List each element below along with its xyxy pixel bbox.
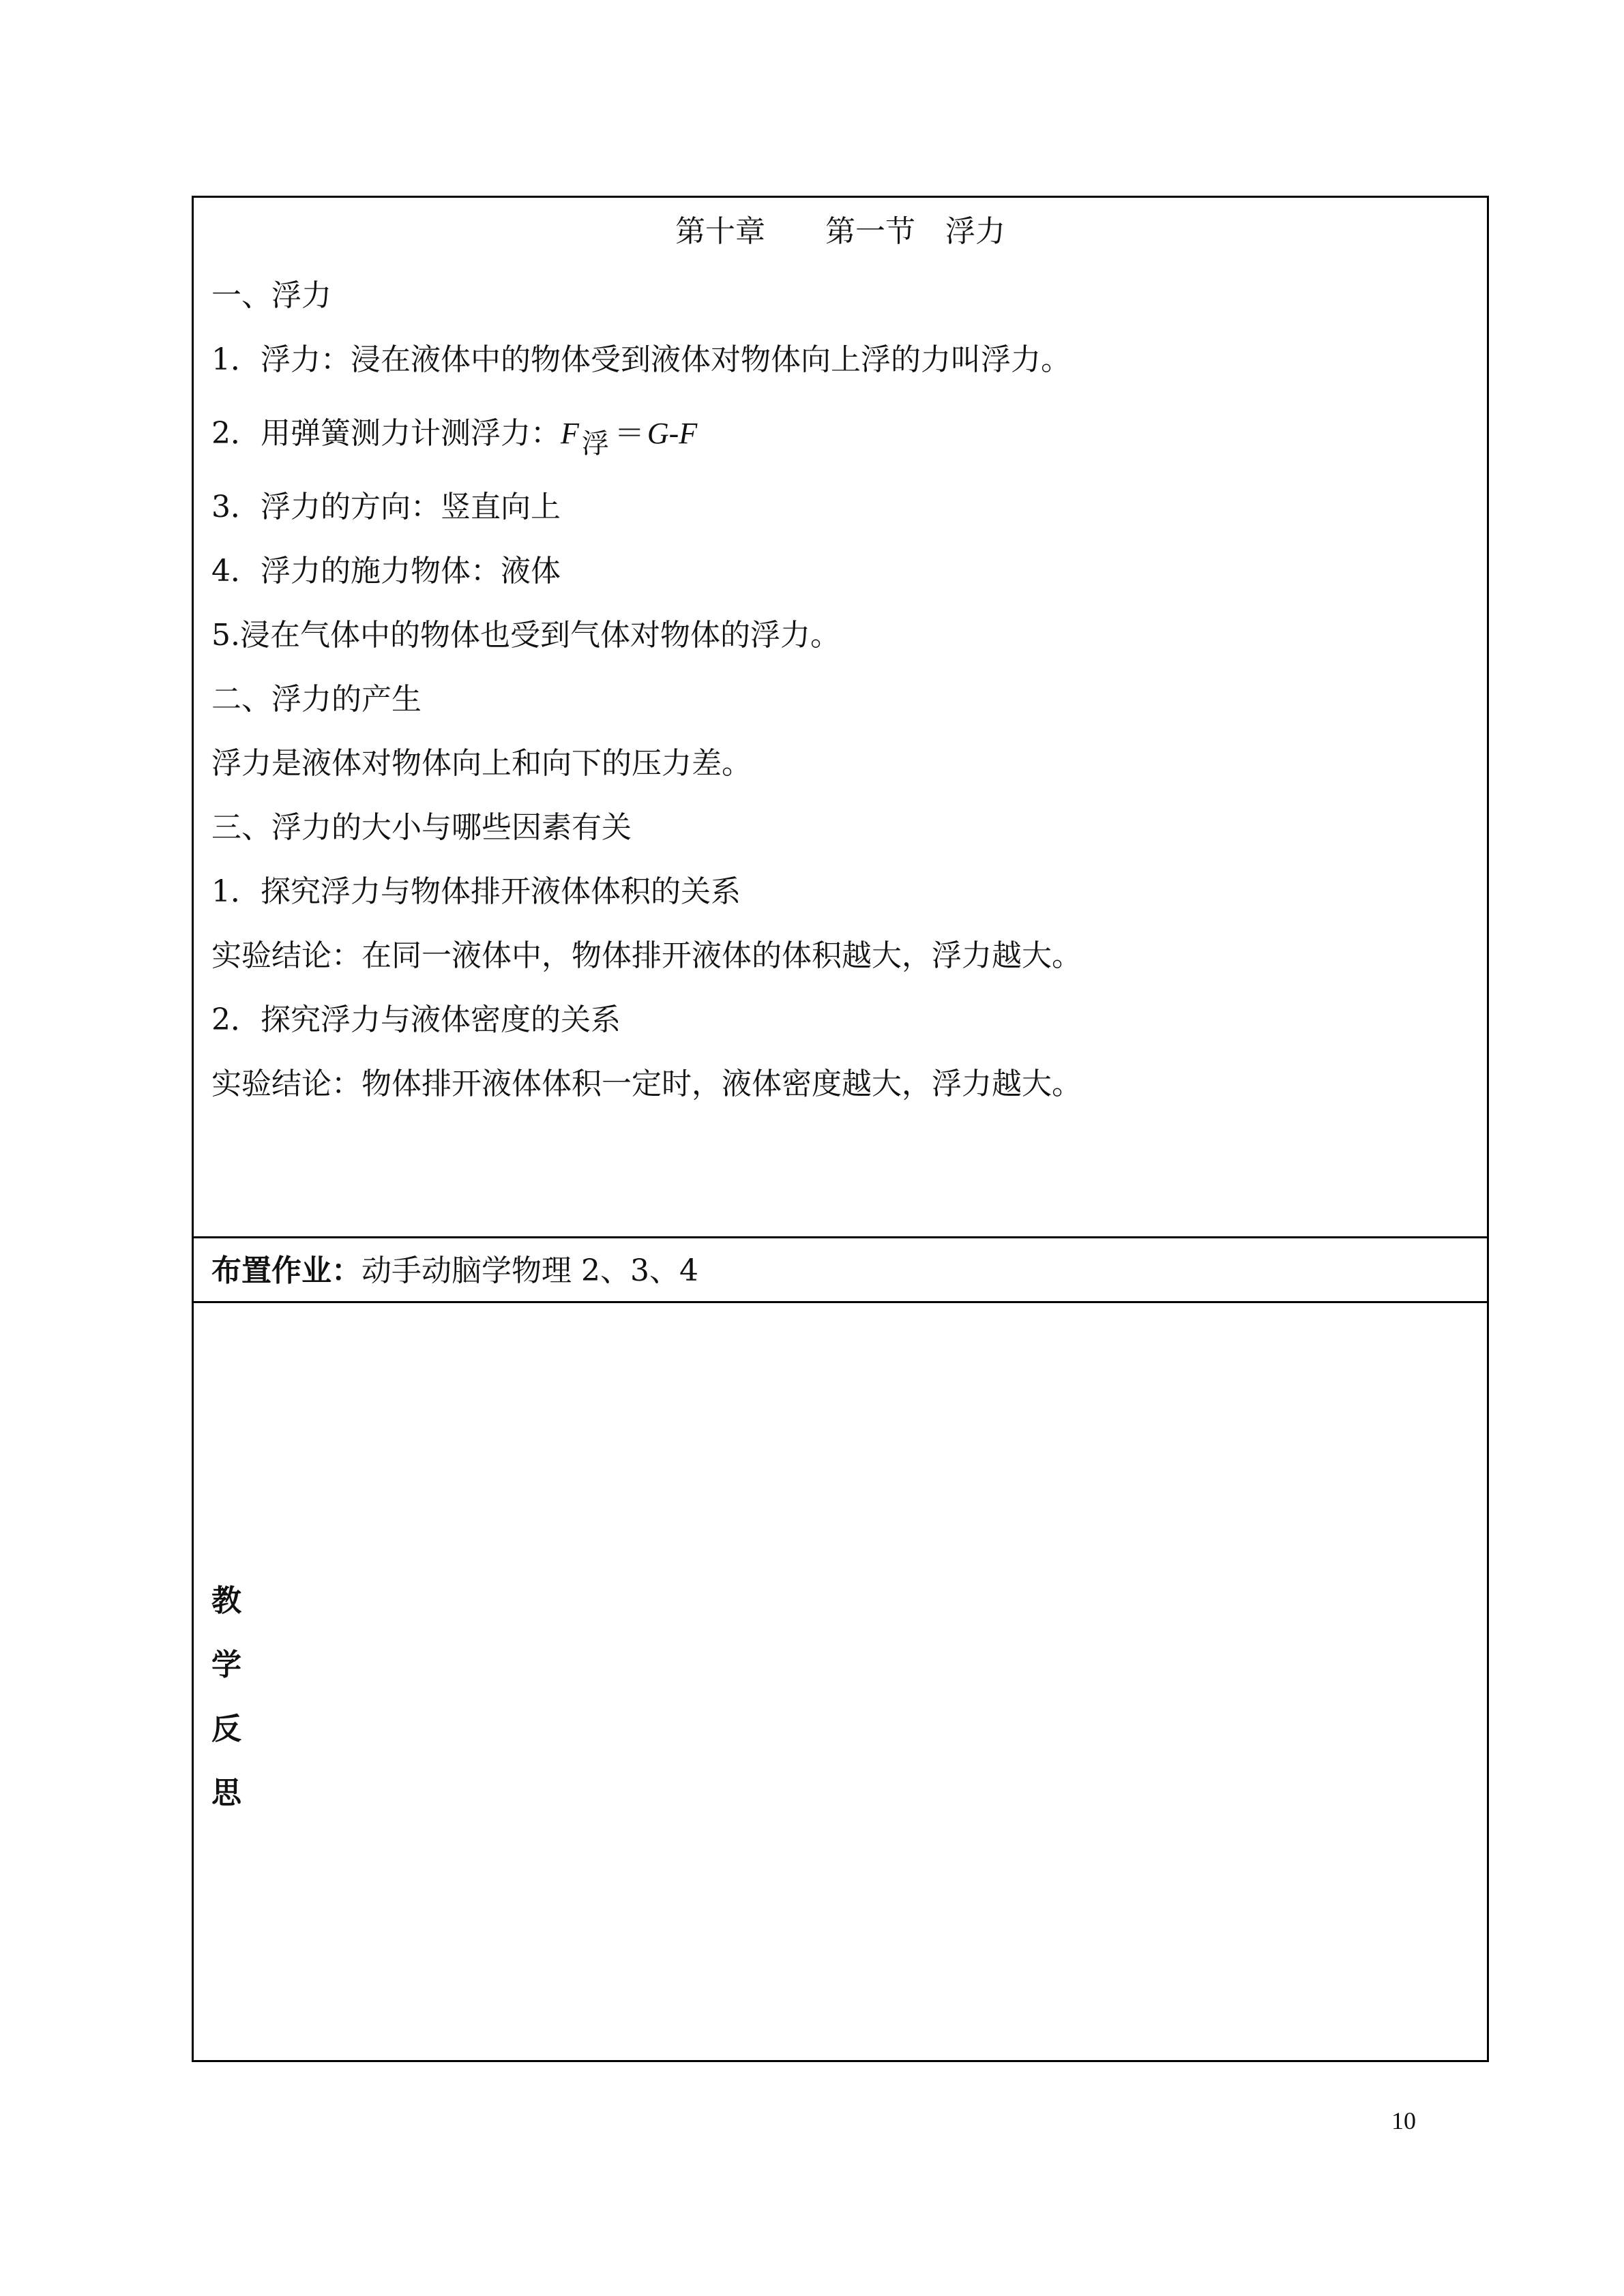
formula-subscript: 浮	[581, 428, 609, 459]
origin-line: 浮力是液体对物体向上和向下的压力差。	[211, 746, 752, 781]
lesson-plan-table	[192, 196, 1489, 2062]
homework-text: 动手动脑学物理 2、3、4	[361, 1253, 698, 1288]
buoyancy-formula	[561, 417, 698, 459]
definition-line: 1．浮力：浸在液体中的物体受到液体对物体向上浮的力叫浮力。	[211, 342, 1071, 377]
gas-buoyancy-line: 5.浸在气体中的物体也受到气体对物体的浮力。	[211, 618, 840, 653]
formula-lhs: F	[561, 417, 579, 450]
reflection-label: 教学反思	[211, 1583, 241, 1810]
heading-buoyancy: 一、浮力	[211, 278, 331, 313]
homework-line	[211, 1252, 698, 1290]
reflection-cell	[194, 1303, 1487, 2060]
homework-cell	[194, 1238, 1487, 1303]
source-line: 4．浮力的施力物体：液体	[211, 554, 561, 588]
formula-equals: ＝	[614, 417, 645, 450]
content-cell	[194, 198, 1487, 1238]
formula-rhs: G-F	[647, 417, 698, 450]
heading-factors: 三、浮力的大小与哪些因素有关	[211, 810, 632, 845]
formula-line	[211, 415, 698, 459]
chapter-title: 第十章 第一节 浮力	[675, 214, 1005, 249]
homework-label: 布置作业：	[211, 1253, 361, 1288]
heading-origin: 二、浮力的产生	[211, 682, 422, 717]
experiment-2-conclusion: 实验结论：物体排开液体体积一定时，液体密度越大，浮力越大。	[211, 1067, 1082, 1101]
experiment-1-title: 1．探究浮力与物体排开液体体积的关系	[211, 874, 741, 909]
formula-line-text: 2．用弹簧测力计测浮力：	[211, 416, 561, 451]
experiment-2-title: 2．探究浮力与液体密度的关系	[211, 1002, 621, 1037]
direction-line: 3．浮力的方向：竖直向上	[211, 490, 561, 524]
experiment-1-conclusion: 实验结论：在同一液体中，物体排开液体的体积越大，浮力越大。	[211, 938, 1082, 973]
page-number: 10	[1391, 2107, 1416, 2134]
